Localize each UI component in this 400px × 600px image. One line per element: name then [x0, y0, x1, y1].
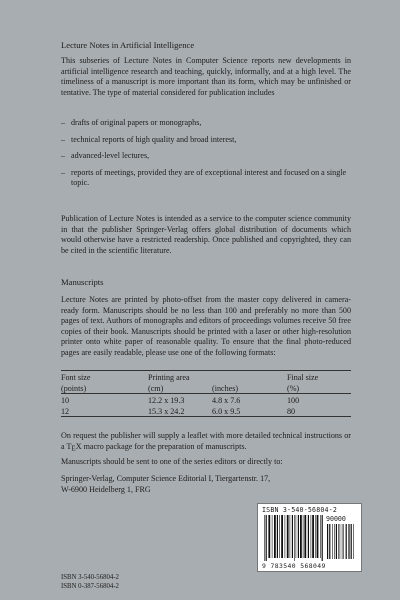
request-paragraph: On request the publisher will supply a leaflet with more detailed technical instructions or a $T_EX$ macro package for the preparation of manuscripts. — [61, 431, 351, 453]
publisher-address: Springer-Verlag, Computer Science Editorial I, Tiergartenstr. 17, W-6900 Heidelberg 1, FRG — [61, 474, 271, 494]
intro-paragraph: This subseries of Lecture Notes in Computer Science reports new developments in artificial intelligence research and teaching, quickly, informally, and at a high level. The timeliness of a manuscript is more important than its form, which may be unfinished or tentative. The type of material considered for publication includes — [61, 56, 351, 97]
barcode-bars — [262, 515, 358, 561]
list-item: – advanced-level lectures, — [61, 151, 150, 161]
table-header-row: (points) (cm) (inches) (%) — [61, 384, 300, 393]
table-header-row: Font size Printing area Final size — [61, 371, 351, 383]
table-row: 10 12.2 x 19.3 4.8 x 7.6 100 — [61, 394, 351, 406]
list-item: – reports of meetings, provided they are of exceptional interest and focused on a single topic. — [61, 167, 347, 188]
manuscripts-paragraph: Lecture Notes are printed by photo-offset from the master copy delivered in camera-ready form. Manuscripts should be no less than 100 and preferably no more than 500 pages of text. Authors of monographs and editors of proceedings volumes receive 50 free copies of their book. Manuscripts should be printed with a laser or other high-resolution printer onto white paper of reasonable quality. To ensure that the final photo-reduced pages are easily readable, please use one of the following formats: — [61, 295, 351, 357]
material-list — [61, 118, 351, 195]
manuscripts-heading: Manuscripts — [61, 277, 104, 287]
list-item: – technical reports of high quality and broad interest, — [61, 134, 237, 144]
send-to-paragraph: Manuscripts should be sent to one of the series editors or directly to: — [61, 457, 283, 466]
format-table — [61, 370, 351, 417]
publication-paragraph: Publication of Lecture Notes is intended as a service to the computer science community in that the publisher Springer-Verlag offers global distribution of documents which would otherwise have a restricted readership. Once published and copyrighted, they can be cited in the scientific literature. — [61, 214, 351, 255]
table-row: 12 15.3 x 24.2 6.0 x 9.5 80 — [61, 405, 351, 417]
barcode-ean: 9 783540 568049 — [262, 562, 326, 570]
series-title: Lecture Notes in Artificial Intelligence — [61, 40, 195, 50]
isbn-list: ISBN 3-540-56804-2 ISBN 0-387-56804-2 — [61, 574, 119, 590]
barcode — [257, 503, 362, 572]
list-item: – drafts of original papers or monographs, — [61, 118, 202, 127]
barcode-price-code: 90000 — [326, 515, 346, 523]
barcode-isbn: ISBN 3-540-56804-2 — [262, 506, 338, 514]
